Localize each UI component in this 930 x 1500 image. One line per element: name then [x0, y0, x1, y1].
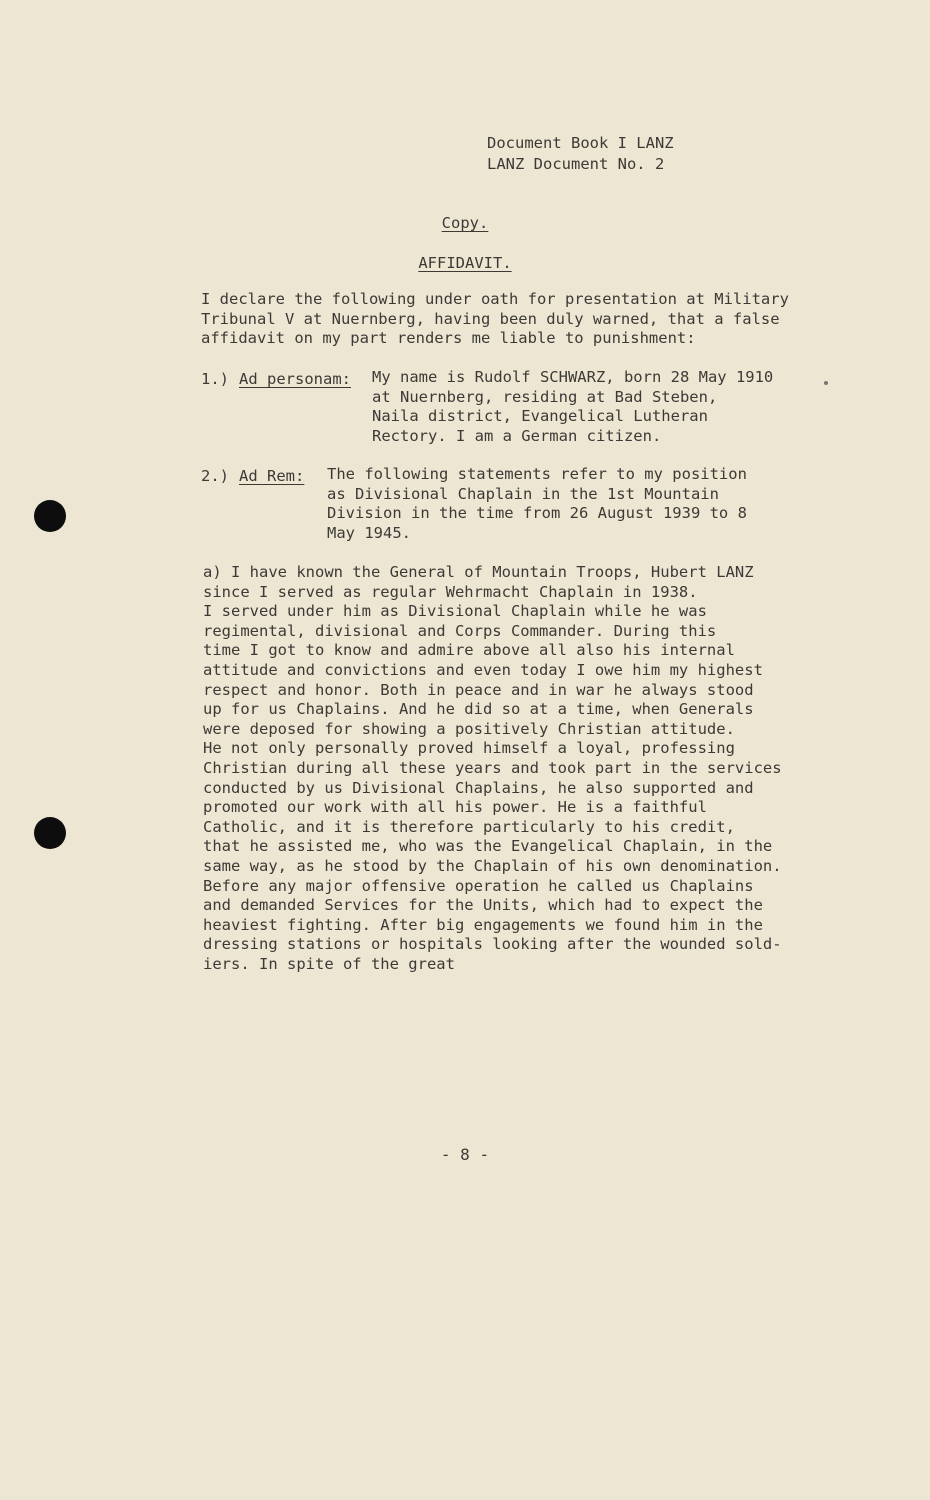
body-line: He not only personally proved himself a loyal, professing [203, 739, 735, 758]
body-line: promoted our work with all his power. He is a faithful [203, 798, 707, 817]
body-line: that he assisted me, who was the Evangelical Chaplain, in the [203, 837, 773, 856]
body-line: iers. In spite of the great [203, 954, 455, 973]
item-line: Naila district, Evangelical Lutheran [372, 407, 708, 426]
item-line: The following statements refer to my position [327, 465, 747, 483]
intro-paragraph [201, 289, 821, 348]
item-line: Rectory. I am a German citizen. [372, 426, 662, 445]
intro-line: affidavit on my part renders me liable to punishment: [201, 329, 696, 348]
item-label: Ad personam: [239, 370, 351, 388]
affidavit-title: AFFIDAVIT. [418, 254, 512, 272]
punch-hole-bottom [34, 817, 66, 849]
copy-label-row [0, 214, 930, 232]
body-line: and demanded Services for the Units, which had to expect the [203, 896, 763, 915]
intro-line: I declare the following under oath for presentation at Military [201, 290, 789, 308]
item-line: at Nuernberg, residing at Bad Steben, [372, 387, 718, 406]
body-line: Before any major offensive operation he called us Chaplains [203, 876, 754, 895]
body-line: time I got to know and admire above all also his internal [203, 641, 735, 660]
header-line-1: Document Book I LANZ [487, 134, 674, 152]
item-number: 1.) [201, 370, 229, 388]
header-line-2: LANZ Document No. 2 [487, 155, 665, 173]
item-body [372, 367, 773, 445]
copy-label: Copy. [441, 214, 489, 232]
item-line: as Divisional Chaplain in the 1st Mountain [327, 484, 719, 503]
body-line: Christian during all these years and took part in the services [203, 758, 782, 777]
title-row [0, 254, 930, 272]
body-line: a) I have known the General of Mountain Troops, Hubert LANZ [203, 563, 754, 581]
body-line: same way, as he stood by the Chaplain of his own denomination. [203, 856, 782, 875]
body-line: dressing stations or hospitals looking after the wounded sold- [203, 935, 782, 954]
body-line: regimental, divisional and Corps Commander. During this [203, 621, 717, 640]
body-line: I served under him as Divisional Chaplain while he was [203, 602, 707, 621]
document-header [487, 133, 674, 175]
body-line: up for us Chaplains. And he did so at a time, when Generals [203, 700, 754, 719]
body-line: heaviest fighting. After big engagements we found him in the [203, 915, 763, 934]
item-line: May 1945. [327, 523, 411, 542]
body-line: Catholic, and it is therefore particularly to his credit, [203, 817, 735, 836]
item-line: My name is Rudolf SCHWARZ, born 28 May 1910 [372, 368, 774, 386]
item-body [327, 464, 747, 542]
page-number: - 8 - [440, 1145, 490, 1164]
item-label: Ad Rem: [239, 467, 305, 485]
item-number: 2.) [201, 467, 229, 485]
body-line: attitude and convictions and even today I owe him my highest [203, 660, 763, 679]
punch-hole-top [34, 500, 66, 532]
intro-line: Tribunal V at Nuernberg, having been duly warned, that a false [201, 309, 780, 328]
paper-speck [824, 381, 828, 385]
body-line: since I served as regular Wehrmacht Chaplain in 1938. [203, 582, 698, 601]
body-line: were deposed for showing a positively Christian attitude. [203, 719, 735, 738]
body-line: respect and honor. Both in peace and in war he always stood [203, 680, 754, 699]
body-line: conducted by us Divisional Chaplains, he also supported and [203, 778, 754, 797]
item-line: Division in the time from 26 August 1939 to 8 [327, 504, 747, 523]
body-paragraph [203, 562, 823, 973]
